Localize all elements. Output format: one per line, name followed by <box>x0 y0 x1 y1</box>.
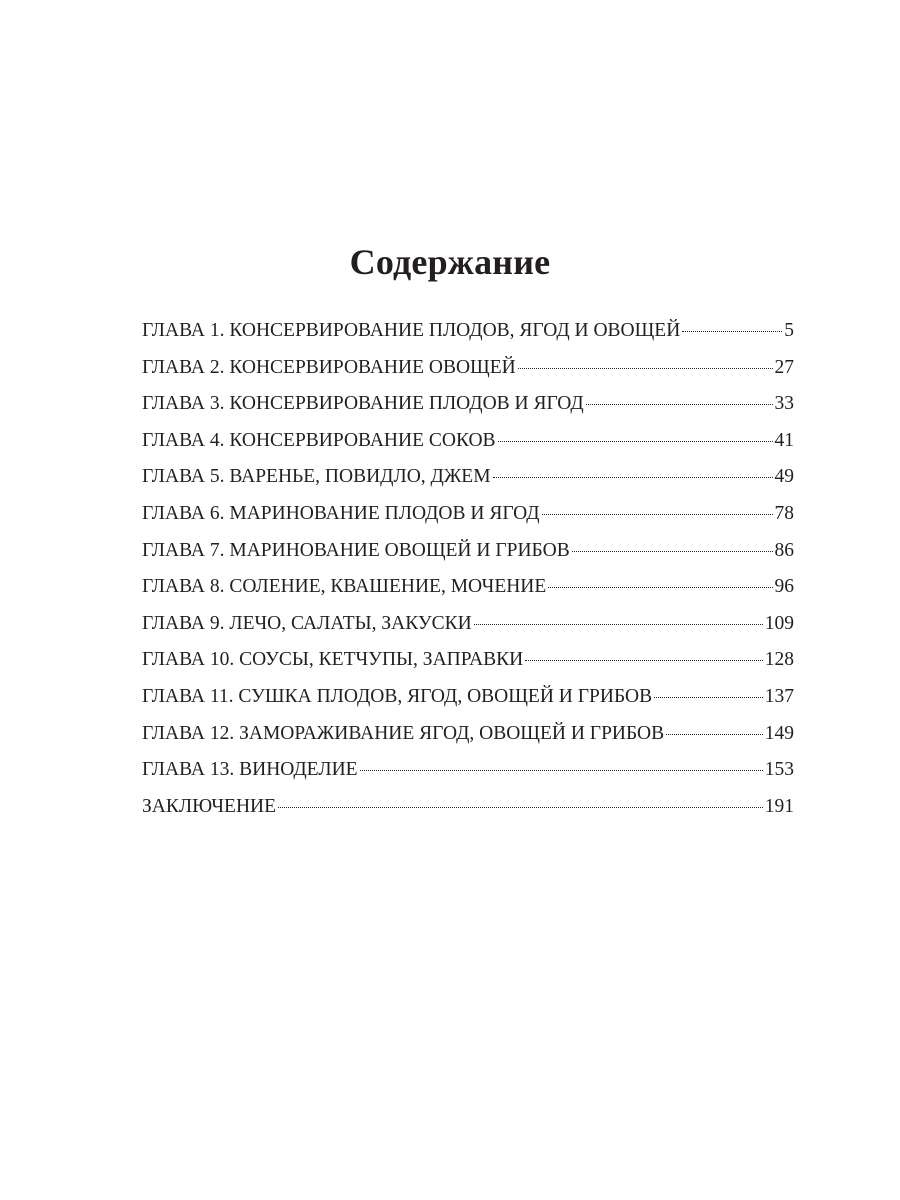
toc-entry-page: 191 <box>764 795 794 817</box>
dot-leader <box>278 807 763 808</box>
toc-entry-page: 128 <box>764 649 794 671</box>
toc-entry-page: 137 <box>764 685 794 707</box>
toc-entry[interactable] <box>142 350 794 387</box>
toc-entry[interactable] <box>142 679 794 716</box>
toc-entry-page: 86 <box>774 539 794 561</box>
toc-entry-page: 149 <box>764 722 794 744</box>
toc-entry-label: ГЛАВА 5. ВАРЕНЬЕ, ПОВИДЛО, ДЖЕМ <box>142 466 491 488</box>
toc-entry[interactable] <box>142 386 794 423</box>
toc-entry-label: ГЛАВА 12. ЗАМОРАЖИВАНИЕ ЯГОД, ОВОЩЕЙ И ГРИБОВ <box>142 722 665 744</box>
toc-entry[interactable] <box>142 716 794 753</box>
toc-entry-page: 153 <box>764 759 794 781</box>
toc-entry[interactable] <box>142 423 794 460</box>
toc-entry-label: ГЛАВА 8. СОЛЕНИЕ, КВАШЕНИЕ, МОЧЕНИЕ <box>142 576 547 598</box>
toc-entry-page: 41 <box>774 429 794 451</box>
dot-leader <box>654 697 763 698</box>
dot-leader <box>542 514 773 515</box>
toc-entry-page: 33 <box>774 393 794 415</box>
dot-leader <box>474 624 763 625</box>
toc-entry-label: ГЛАВА 11. СУШКА ПЛОДОВ, ЯГОД, ОВОЩЕЙ И ГРИБОВ <box>142 685 653 707</box>
toc-entry-page: 109 <box>764 612 794 634</box>
dot-leader <box>525 660 762 661</box>
toc-entry[interactable] <box>142 752 794 789</box>
toc-entry[interactable] <box>142 569 794 606</box>
toc-entry-label: ГЛАВА 6. МАРИНОВАНИЕ ПЛОДОВ И ЯГОД <box>142 502 540 524</box>
toc-entry-label: ЗАКЛЮЧЕНИЕ <box>142 795 277 817</box>
page-title: Содержание <box>349 242 551 282</box>
toc-entry-label: ГЛАВА 9. ЛЕЧО, САЛАТЫ, ЗАКУСКИ <box>142 612 472 634</box>
dot-leader <box>360 770 763 771</box>
toc-entry-label: ГЛАВА 10. СОУСЫ, КЕТЧУПЫ, ЗАПРАВКИ <box>142 649 524 671</box>
dot-leader <box>682 331 782 332</box>
toc-entry[interactable] <box>142 606 794 643</box>
toc-entry-page: 49 <box>774 466 794 488</box>
toc-entry-label: ГЛАВА 2. КОНСЕРВИРОВАНИЕ ОВОЩЕЙ <box>142 356 516 378</box>
toc-entry-label: ГЛАВА 13. ВИНОДЕЛИЕ <box>142 759 358 781</box>
toc-entry-label: ГЛАВА 1. КОНСЕРВИРОВАНИЕ ПЛОДОВ, ЯГОД И ОВОЩЕЙ <box>142 320 681 341</box>
dot-leader <box>666 734 763 735</box>
toc-entry[interactable] <box>142 789 794 826</box>
toc-entry[interactable] <box>142 459 794 496</box>
dot-leader <box>518 368 773 369</box>
dot-leader <box>548 587 772 588</box>
toc-entry-label: ГЛАВА 7. МАРИНОВАНИЕ ОВОЩЕЙ И ГРИБОВ <box>142 539 570 561</box>
toc-entry-label: ГЛАВА 4. КОНСЕРВИРОВАНИЕ СОКОВ <box>142 429 496 451</box>
toc-entry-page: 5 <box>784 320 794 341</box>
dot-leader <box>498 441 773 442</box>
table-of-contents <box>142 313 794 825</box>
toc-entry-page: 27 <box>774 356 794 378</box>
toc-entry-label: ГЛАВА 3. КОНСЕРВИРОВАНИЕ ПЛОДОВ И ЯГОД <box>142 393 584 415</box>
toc-entry[interactable] <box>142 533 794 570</box>
toc-entry[interactable] <box>142 496 794 533</box>
toc-entry[interactable] <box>142 642 794 679</box>
toc-entry-page: 96 <box>774 576 794 598</box>
toc-entry[interactable] <box>142 313 794 350</box>
dot-leader <box>586 404 773 405</box>
dot-leader <box>493 477 773 478</box>
toc-entry-page: 78 <box>774 502 794 524</box>
dot-leader <box>572 551 773 552</box>
